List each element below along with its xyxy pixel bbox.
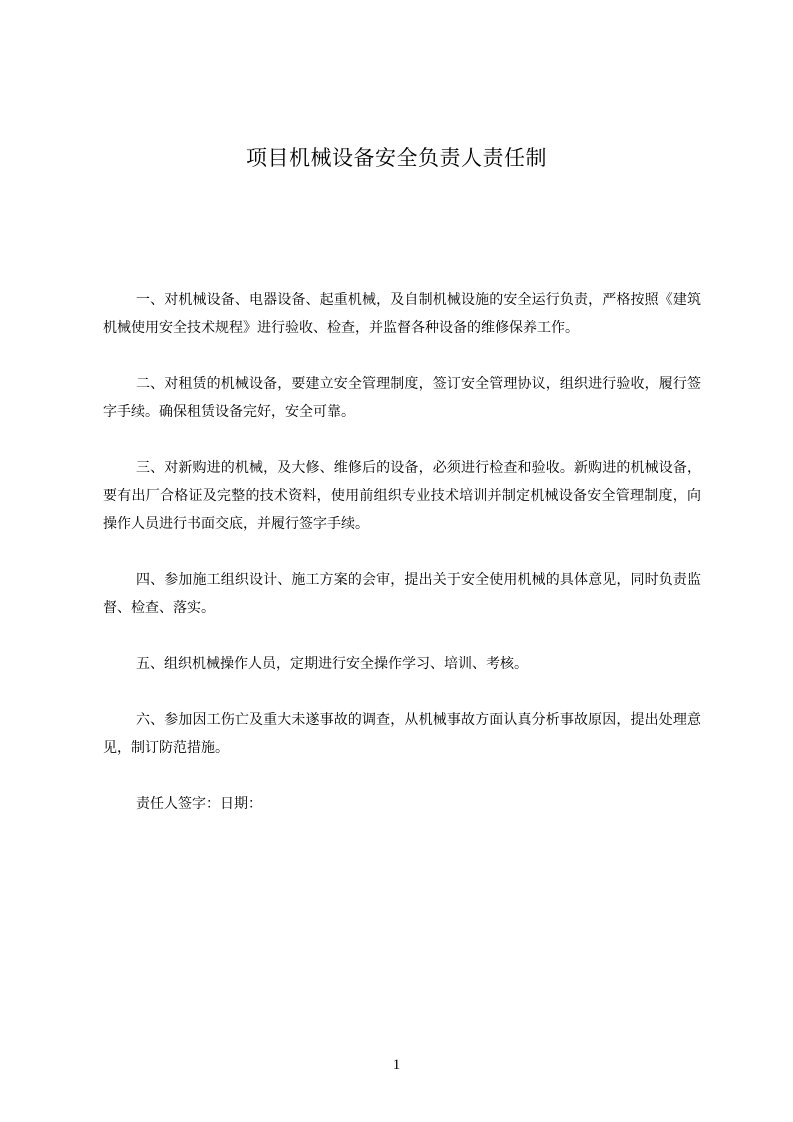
signature-line: 责任人签字：日期：	[136, 796, 262, 812]
clause-2: 二、对租赁的机械设备，要建立安全管理制度，签订安全管理协议，组织进行验收，履行签字手续。确保租赁设备完好，安全可靠。	[103, 376, 701, 420]
clause-6: 六、参加因工伤亡及重大未遂事故的调查，从机械事故方面认真分析事故原因，提出处理意见，制订防范措施。	[103, 712, 701, 756]
page-number: 1	[392, 1057, 401, 1073]
clause-1: 一、对机械设备、电器设备、起重机械，及自制机械设施的安全运行负责，严格按照《建筑机械使用安全技术规程》进行验收、检查，并监督各种设备的维修保养工作。	[103, 292, 701, 336]
clause-5: 五、组织机械操作人员，定期进行安全操作学习、培训、考核。	[136, 656, 528, 672]
clause-3: 三、对新购进的机械，及大修、维修后的设备，必须进行检查和验收。新购进的机械设备，要有出厂合格证及完整的技术资料，使用前组织专业技术培训并制定机械设备安全管理制度，向操作人员进行书面交底，并履行签字手续。	[103, 460, 701, 532]
document-body	[103, 286, 701, 846]
document-title: 项目机械设备安全负责人责任制	[246, 146, 547, 170]
clause-4: 四、参加施工组织设计、施工方案的会审，提出关于安全使用机械的具体意见，同时负责监督、检查、落实。	[103, 572, 701, 616]
